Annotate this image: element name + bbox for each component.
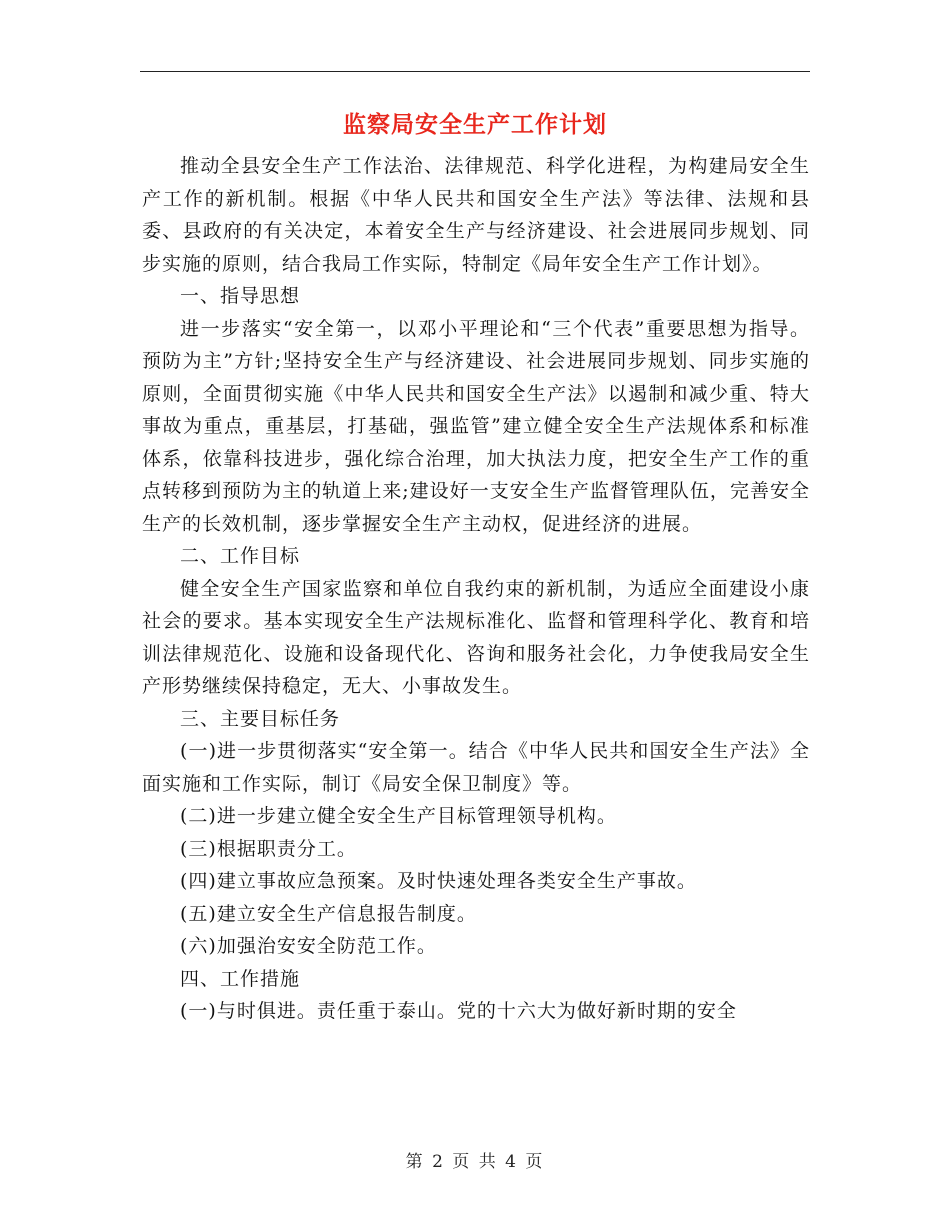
task-item-3: (三)根据职责分工。 [180,837,357,860]
guiding-ideology-paragraph: 进一步落实“安全第一，以邓小平理论和“三个代表”重要思想为指导。预防为主”方针;坚持安全生产与经济建设、社会进展同步规划、同步实施的原则，全面贯彻实施《中华人民共和国安全生产法》以遏制和减少重、特大事故为重点，重基层，打基础，强监管”建立健全安全生产法规体系和标准体系，依靠科技进步，强化综合治理，加大执法力度，把安全生产工作的重点转移到预防为主的轨道上来;建设好一支安全生产监督管理队伍，完善安全生产的长效机制，逐步掌握安全生产主动权，促进经济的进展。 [142,317,810,535]
section-heading-work-measures: 四、工作措施 [180,967,301,990]
work-goals-paragraph: 健全安全生产国家监察和单位自我约束的新机制，为适应全面建设小康社会的要求。基本实现安全生产法规标准化、监督和管理科学化、教育和培训法律规范化、设施和设备现代化、咨询和服务社会化，力争使我局安全生产形势继续保持稳定，无大、小事故发生。 [142,577,810,697]
task-item-4: (四)建立事故应急预案。及时快速处理各类安全生产事故。 [180,870,697,892]
document-title: 监察局安全生产工作计划 [343,112,607,138]
page-number-footer: 第 2 页 共 4 页 [405,1152,545,1172]
task-item-2: (二)进一步建立健全安全生产目标管理领导机构。 [180,805,617,827]
task-item-5: (五)建立安全生产信息报告制度。 [180,902,477,925]
header-rule [140,71,810,72]
task-item-6: (六)加强治安安全防范工作。 [180,935,437,957]
intro-paragraph: 推动全县安全生产工作法治、法律规范、科学化进程，为构建局安全生产工作的新机制。根据《中华人民共和国安全生产法》等法律、法规和县委、县政府的有关决定，本着安全生产与经济建设、社会进展同步规划、同步实施的原则，结合我局工作实际，特制定《局年安全生产工作计划》。 [142,155,810,275]
measure-item-1: (一)与时俱进。责任重于泰山。党的十六大为做好新时期的安全 [180,1000,737,1022]
section-heading-guiding-ideology: 一、指导思想 [180,285,301,307]
section-heading-work-goals: 二、工作目标 [180,545,301,567]
document-body [142,150,810,1028]
section-heading-main-tasks: 三、主要目标任务 [180,707,341,730]
task-item-1: (一)进一步贯彻落实“安全第一。结合《中华人民共和国安全生产法》全面实施和工作实际，制订《局安全保卫制度》等。 [142,740,810,795]
